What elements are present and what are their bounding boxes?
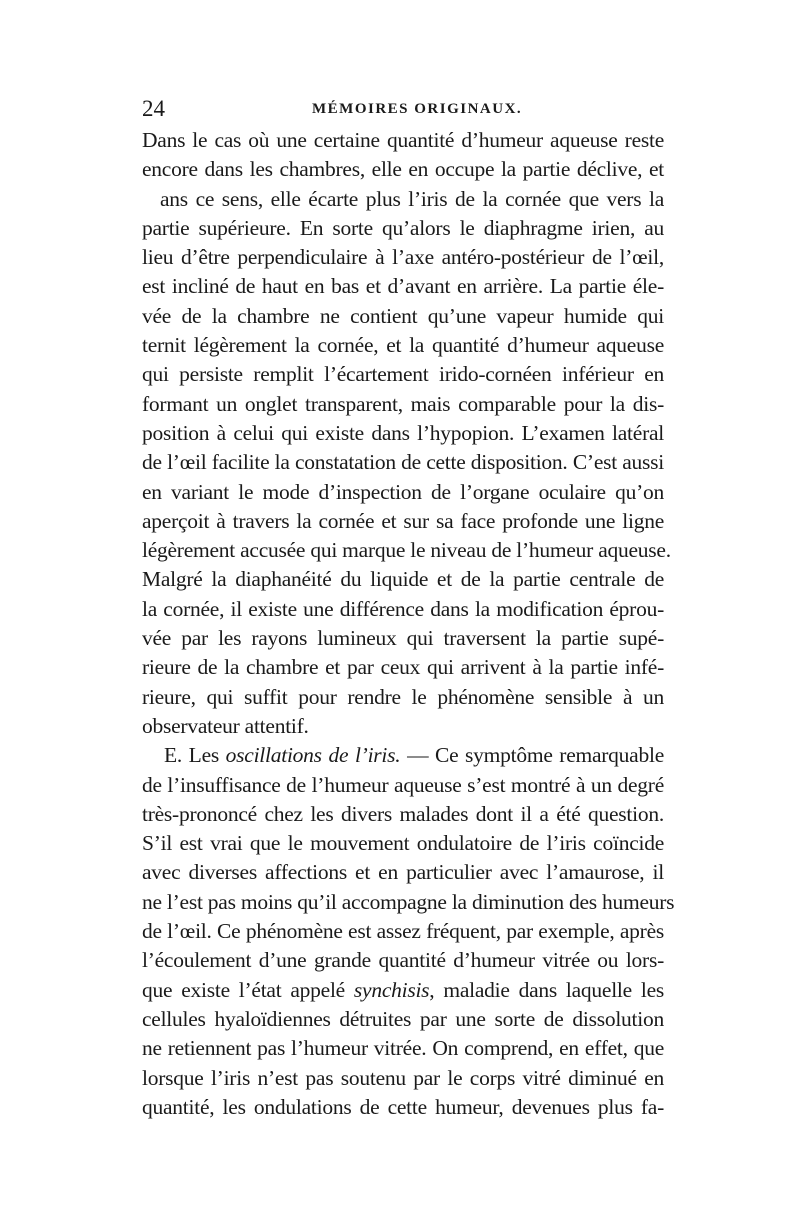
section-label: E. Les bbox=[164, 743, 226, 768]
text-line: ne retiennent pas l’humeur vitrée. On comprend, en effet, que bbox=[142, 1036, 664, 1061]
text-line: vée par les rayons lumineux qui traversent la partie supé- bbox=[142, 626, 664, 651]
text-line: lieu d’être perpendiculaire à l’axe antéro-postérieur de l’œil, bbox=[142, 245, 664, 270]
text-line bbox=[142, 976, 664, 1005]
text-line: Malgré la diaphanéité du liquide et de la partie centrale de bbox=[142, 567, 664, 592]
text-line: Dans le cas où une certaine quantité d’humeur aqueuse reste bbox=[142, 128, 664, 152]
text-line: l’écoulement d’une grande quantité d’humeur vitrée ou lors- bbox=[142, 948, 664, 973]
text-fragment: que existe l’état appelé bbox=[142, 977, 354, 1002]
section-heading-line bbox=[142, 741, 664, 770]
text-line: en variant le mode d’inspection de l’organe oculaire qu’on bbox=[142, 479, 664, 504]
text-line: ternit légèrement la cornée, et la quantité d’humeur aqueuse bbox=[142, 333, 664, 358]
text-line: partie supérieure. En sorte qu’alors le diaphragme irien, au bbox=[142, 215, 664, 240]
text-line: de l’œil facilite la constatation de cette disposition. C’est aussi bbox=[142, 450, 664, 475]
text-fragment: , maladie dans laquelle les bbox=[429, 977, 664, 1002]
running-head bbox=[142, 96, 664, 122]
text-line: cellules hyaloïdiennes détruites par une sorte de dissolution bbox=[142, 1006, 664, 1031]
body-text bbox=[142, 126, 675, 1122]
text-line: est incliné de haut en bas et d’avant en arrière. La partie éle- bbox=[142, 274, 664, 299]
running-title: MÉMOIRES ORIGINAUX. bbox=[312, 101, 523, 117]
text-line: de l’œil. Ce phénomène est assez fréquent, par exemple, après bbox=[142, 919, 664, 944]
text-line: aperçoit à travers la cornée et sur sa face profonde une ligne bbox=[142, 508, 664, 533]
text-line: rieure de la chambre et par ceux qui arrivent à la partie infé- bbox=[142, 655, 664, 680]
text-line: légèrement accusée qui marque le niveau de l’humeur aqueuse. bbox=[142, 538, 671, 563]
text-line: formant un onglet transparent, mais comparable pour la dis- bbox=[142, 391, 664, 416]
text-line: encore dans les chambres, elle en occupe la partie déclive, et bbox=[142, 157, 664, 182]
italic-term: synchisis bbox=[353, 977, 430, 1002]
text-line: de l’insuffisance de l’humeur aqueuse s’est montré à un degré bbox=[142, 772, 664, 797]
text-line: lorsque l’iris n’est pas soutenu par le corps vitré diminué en bbox=[142, 1065, 664, 1090]
text-line: position à celui qui existe dans l’hypopion. L’examen latéral bbox=[142, 420, 664, 445]
text-line: vée de la chambre ne contient qu’une vapeur humide qui bbox=[142, 303, 664, 328]
text-line: avec diverses affections et en particulier avec l’amaurose, il bbox=[142, 860, 664, 885]
text-line: quantité, les ondulations de cette humeur, devenues plus fa- bbox=[142, 1094, 664, 1119]
text-line: la cornée, il existe une différence dans la modification éprou- bbox=[142, 596, 664, 621]
section-text: — Ce symptôme remarquable bbox=[400, 743, 664, 768]
text-line: ans ce sens, elle écarte plus l’iris de la cornée que vers la bbox=[160, 186, 664, 211]
text-line: S’il est vrai que le mouvement ondulatoire de l’iris coïncide bbox=[142, 831, 664, 856]
text-line: observateur attentif. bbox=[142, 713, 309, 738]
text-line: très-prononcé chez les divers malades dont il a été question. bbox=[142, 801, 664, 826]
page-number: 24 bbox=[142, 96, 165, 121]
text-line: rieure, qui suffit pour rendre le phénomène sensible à un bbox=[142, 684, 664, 709]
text-line: qui persiste remplit l’écartement irido-cornéen inférieur en bbox=[142, 362, 664, 387]
text-line: ne l’est pas moins qu’il accompagne la diminution des humeurs bbox=[142, 889, 675, 914]
section-title-italic: oscillations de l’iris. bbox=[225, 743, 401, 768]
